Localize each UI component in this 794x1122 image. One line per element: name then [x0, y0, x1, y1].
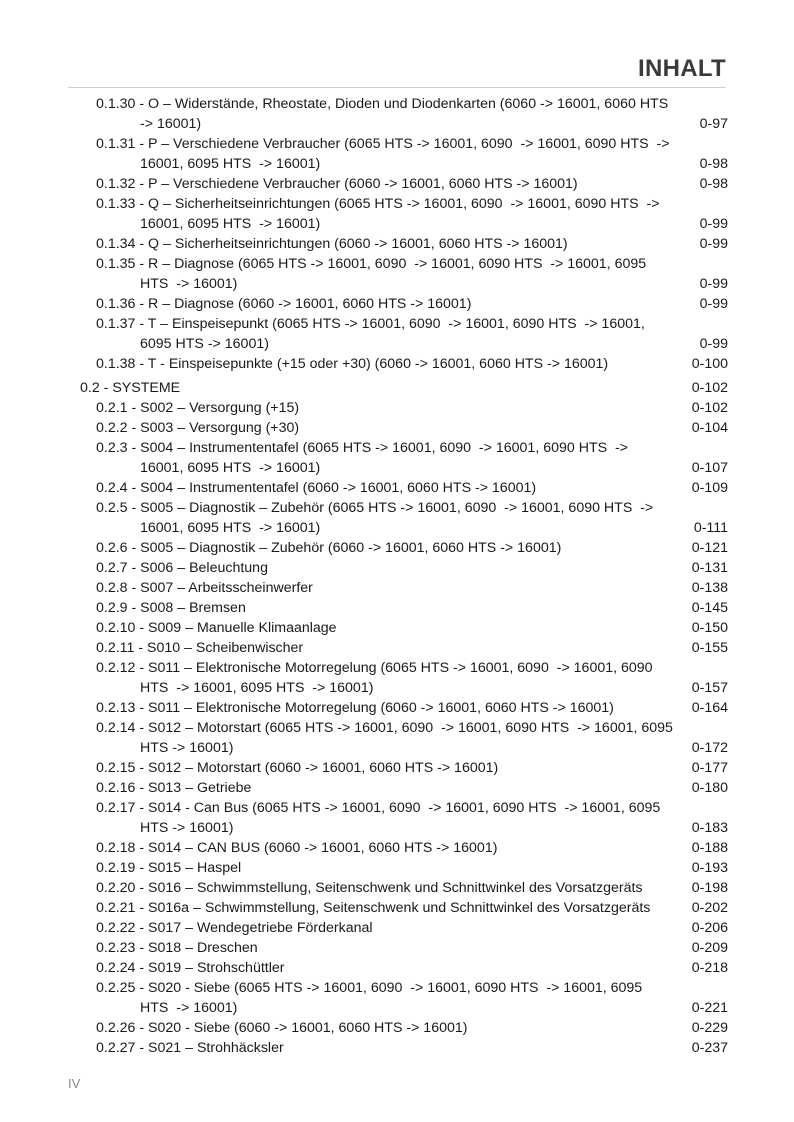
toc-entry — [80, 698, 728, 718]
toc-entry-title: 0.2.24 - S019 – Strohschüttler — [96, 960, 285, 976]
toc-entry-title: 0.1.38 - T - Einspeisepunkte (+15 oder +30) (6060 -> 16001, 6060 HTS -> 16001) — [96, 356, 609, 372]
toc-entry-title: 0.2.14 - S012 – Motorstart (6065 HTS -> 16001, 6090 -> 16001, 6090 HTS -> 16001, 6095 HTS -> 16001) — [96, 720, 677, 756]
toc-entry — [80, 478, 728, 498]
toc-entry-page: 0-109 — [691, 480, 728, 496]
toc-entry-page: 0-229 — [691, 1020, 728, 1036]
toc-entry-page: 0-98 — [699, 156, 728, 172]
toc-entry-page: 0-237 — [691, 1040, 728, 1056]
toc-entry-page: 0-155 — [691, 640, 728, 656]
toc-entry-title: 0.2.23 - S018 – Dreschen — [96, 940, 258, 956]
toc-entry — [80, 638, 728, 658]
table-of-contents — [80, 94, 728, 1058]
toc-entry-title: 0.1.37 - T – Einspeisepunkt (6065 HTS -> 16001, 6090 -> 16001, 6090 HTS -> 16001, 6095 HTS -> 16001) — [96, 316, 649, 352]
toc-entry-page: 0-104 — [691, 420, 728, 436]
toc-entry-page: 0-102 — [691, 400, 728, 416]
footer-page-number: IV — [68, 1076, 81, 1091]
toc-entry-page: 0-99 — [699, 216, 728, 232]
toc-entry-page: 0-98 — [699, 176, 728, 192]
toc-entry — [80, 294, 728, 314]
toc-entry-title: 0.1.34 - Q – Sicherheitseinrichtungen (6060 -> 16001, 6060 HTS -> 16001) — [96, 236, 568, 252]
toc-entry-page: 0-177 — [691, 760, 728, 776]
toc-entry — [80, 174, 728, 194]
toc-entry-title: 0.2.6 - S005 – Diagnostik – Zubehör (6060 -> 16001, 6060 HTS -> 16001) — [96, 540, 562, 556]
toc-entry-page: 0-100 — [691, 356, 728, 372]
toc-entry-title: 0.2.4 - S004 – Instrumententafel (6060 -> 16001, 6060 HTS -> 16001) — [96, 480, 537, 496]
toc-entry — [80, 1018, 728, 1038]
toc-entry-page: 0-209 — [691, 940, 728, 956]
toc-entry — [80, 314, 728, 354]
toc-entry-title: 0.2.11 - S010 – Scheibenwischer — [96, 640, 304, 656]
toc-entry-title: 0.2.7 - S006 – Beleuchtung — [96, 560, 268, 576]
toc-entry — [80, 558, 728, 578]
toc-entry-title: 0.2.20 - S016 – Schwimmstellung, Seitenschwenk und Schnittwinkel des Vorsatzgeräts — [96, 880, 643, 896]
toc-entry-title: 0.2.9 - S008 – Bremsen — [96, 600, 246, 616]
toc-entry-title: 0.1.36 - R – Diagnose (6060 -> 16001, 6060 HTS -> 16001) — [96, 296, 472, 312]
toc-entry — [80, 918, 728, 938]
header-divider — [68, 87, 726, 88]
toc-entry — [80, 398, 728, 418]
toc-entry — [80, 878, 728, 898]
toc-entry-title: 0.1.31 - P – Verschiedene Verbraucher (6065 HTS -> 16001, 6090 -> 16001, 6090 HTS -> 16001, 6095 HTS -> 16001) — [96, 136, 674, 172]
toc-entry — [80, 538, 728, 558]
toc-entry-title: 0.2.21 - S016a – Schwimmstellung, Seitenschwenk und Schnittwinkel des Vorsatzgeräts — [96, 900, 651, 916]
toc-entry-page: 0-99 — [699, 236, 728, 252]
toc-section-heading — [80, 378, 728, 398]
toc-entry — [80, 598, 728, 618]
toc-entry-page: 0-164 — [691, 700, 728, 716]
toc-entry-title: 0.2.8 - S007 – Arbeitsscheinwerfer — [96, 580, 313, 596]
toc-entry — [80, 858, 728, 878]
toc-entry — [80, 658, 728, 698]
toc-entry — [80, 234, 728, 254]
toc-entry-page: 0-206 — [691, 920, 728, 936]
toc-entry-page: 0-121 — [691, 540, 728, 556]
toc-entry-title: 0.2.1 - S002 – Versorgung (+15) — [96, 400, 300, 416]
toc-entry-page: 0-180 — [691, 780, 728, 796]
toc-entry-page: 0-145 — [691, 600, 728, 616]
toc-entry-page: 0-107 — [691, 460, 728, 476]
toc-entry — [80, 418, 728, 438]
toc-entry — [80, 194, 728, 234]
toc-entry-page: 0-221 — [691, 1000, 728, 1016]
toc-entry — [80, 718, 728, 758]
toc-entry — [80, 134, 728, 174]
toc-entry — [80, 254, 728, 294]
toc-entry-title: 0.1.30 - O – Widerstände, Rheostate, Dioden und Diodenkarten (6060 -> 16001, 6060 HTS -> 16001) — [96, 96, 673, 132]
toc-entry-page: 0-172 — [691, 740, 728, 756]
toc-entry — [80, 838, 728, 858]
toc-entry-title: 0.1.32 - P – Verschiedene Verbraucher (6060 -> 16001, 6060 HTS -> 16001) — [96, 176, 578, 192]
toc-entry-page: 0-99 — [699, 276, 728, 292]
toc-entry-page: 0-150 — [691, 620, 728, 636]
toc-entry-page: 0-99 — [699, 296, 728, 312]
toc-entry-title: 0.2.25 - S020 - Siebe (6065 HTS -> 16001, 6090 -> 16001, 6090 HTS -> 16001, 6095 HTS -> 16001) — [96, 980, 647, 1016]
toc-entry — [80, 1038, 728, 1058]
toc-entry — [80, 938, 728, 958]
toc-entry — [80, 758, 728, 778]
toc-entry-page: 0-102 — [691, 380, 728, 396]
toc-entry-title: 0.2.13 - S011 – Elektronische Motorregelung (6060 -> 16001, 6060 HTS -> 16001) — [96, 700, 614, 716]
toc-entry — [80, 778, 728, 798]
toc-entry-title: 0.2.18 - S014 – CAN BUS (6060 -> 16001, 6060 HTS -> 16001) — [96, 840, 498, 856]
toc-entry-title: 0.2.19 - S015 – Haspel — [96, 860, 242, 876]
toc-entry — [80, 354, 728, 374]
toc-entry-page: 0-131 — [691, 560, 728, 576]
toc-entry-title: 0.2.16 - S013 – Getriebe — [96, 780, 252, 796]
page-header-title: INHALT — [637, 55, 726, 82]
toc-entry-title: 0.2 - SYSTEME — [80, 380, 181, 396]
toc-entry-page: 0-188 — [691, 840, 728, 856]
toc-entry-title: 0.2.17 - S014 - Can Bus (6065 HTS -> 16001, 6090 -> 16001, 6090 HTS -> 16001, 6095 HTS -> 16001) — [96, 800, 665, 836]
toc-entry-page: 0-202 — [691, 900, 728, 916]
toc-entry-page: 0-183 — [691, 820, 728, 836]
toc-entry-title: 0.2.27 - S021 – Strohhäcksler — [96, 1040, 284, 1056]
toc-entry — [80, 958, 728, 978]
toc-entry-page: 0-157 — [691, 680, 728, 696]
toc-entry-title: 0.2.22 - S017 – Wendegetriebe Förderkanal — [96, 920, 373, 936]
toc-entry-page: 0-198 — [691, 880, 728, 896]
toc-entry — [80, 618, 728, 638]
toc-entry-title: 0.2.12 - S011 – Elektronische Motorregelung (6065 HTS -> 16001, 6090 -> 16001, 6090 HTS -> 16001, 6095 HTS -> 16001) — [96, 660, 657, 696]
toc-entry-title: 0.2.5 - S005 – Diagnostik – Zubehör (6065 HTS -> 16001, 6090 -> 16001, 6090 HTS -> 16001, 6095 HTS -> 16001) — [96, 500, 658, 536]
toc-entry — [80, 978, 728, 1018]
toc-entry-page: 0-97 — [699, 116, 728, 132]
toc-entry-page: 0-138 — [691, 580, 728, 596]
toc-entry — [80, 798, 728, 838]
toc-entry-page: 0-111 — [693, 520, 728, 536]
toc-entry-title: 0.2.26 - S020 - Siebe (6060 -> 16001, 6060 HTS -> 16001) — [96, 1020, 468, 1036]
toc-entry-title: 0.2.15 - S012 – Motorstart (6060 -> 16001, 6060 HTS -> 16001) — [96, 760, 499, 776]
toc-entry — [80, 578, 728, 598]
toc-entry — [80, 498, 728, 538]
toc-entry-page: 0-218 — [691, 960, 728, 976]
toc-entry-title: 0.1.33 - Q – Sicherheitseinrichtungen (6065 HTS -> 16001, 6090 -> 16001, 6090 HTS -> 16001, 6095 HTS -> 16001) — [96, 196, 664, 232]
toc-entry — [80, 438, 728, 478]
toc-entry-page: 0-99 — [699, 336, 728, 352]
toc-entry-title: 0.2.3 - S004 – Instrumententafel (6065 HTS -> 16001, 6090 -> 16001, 6090 HTS -> 16001, 6095 HTS -> 16001) — [96, 440, 632, 476]
toc-entry — [80, 898, 728, 918]
toc-entry — [80, 94, 728, 134]
toc-entry-title: 0.1.35 - R – Diagnose (6065 HTS -> 16001, 6090 -> 16001, 6090 HTS -> 16001, 6095 HTS -> 16001) — [96, 256, 651, 292]
toc-entry-page: 0-193 — [691, 860, 728, 876]
toc-entry-title: 0.2.10 - S009 – Manuelle Klimaanlage — [96, 620, 337, 636]
toc-entry-title: 0.2.2 - S003 – Versorgung (+30) — [96, 420, 300, 436]
